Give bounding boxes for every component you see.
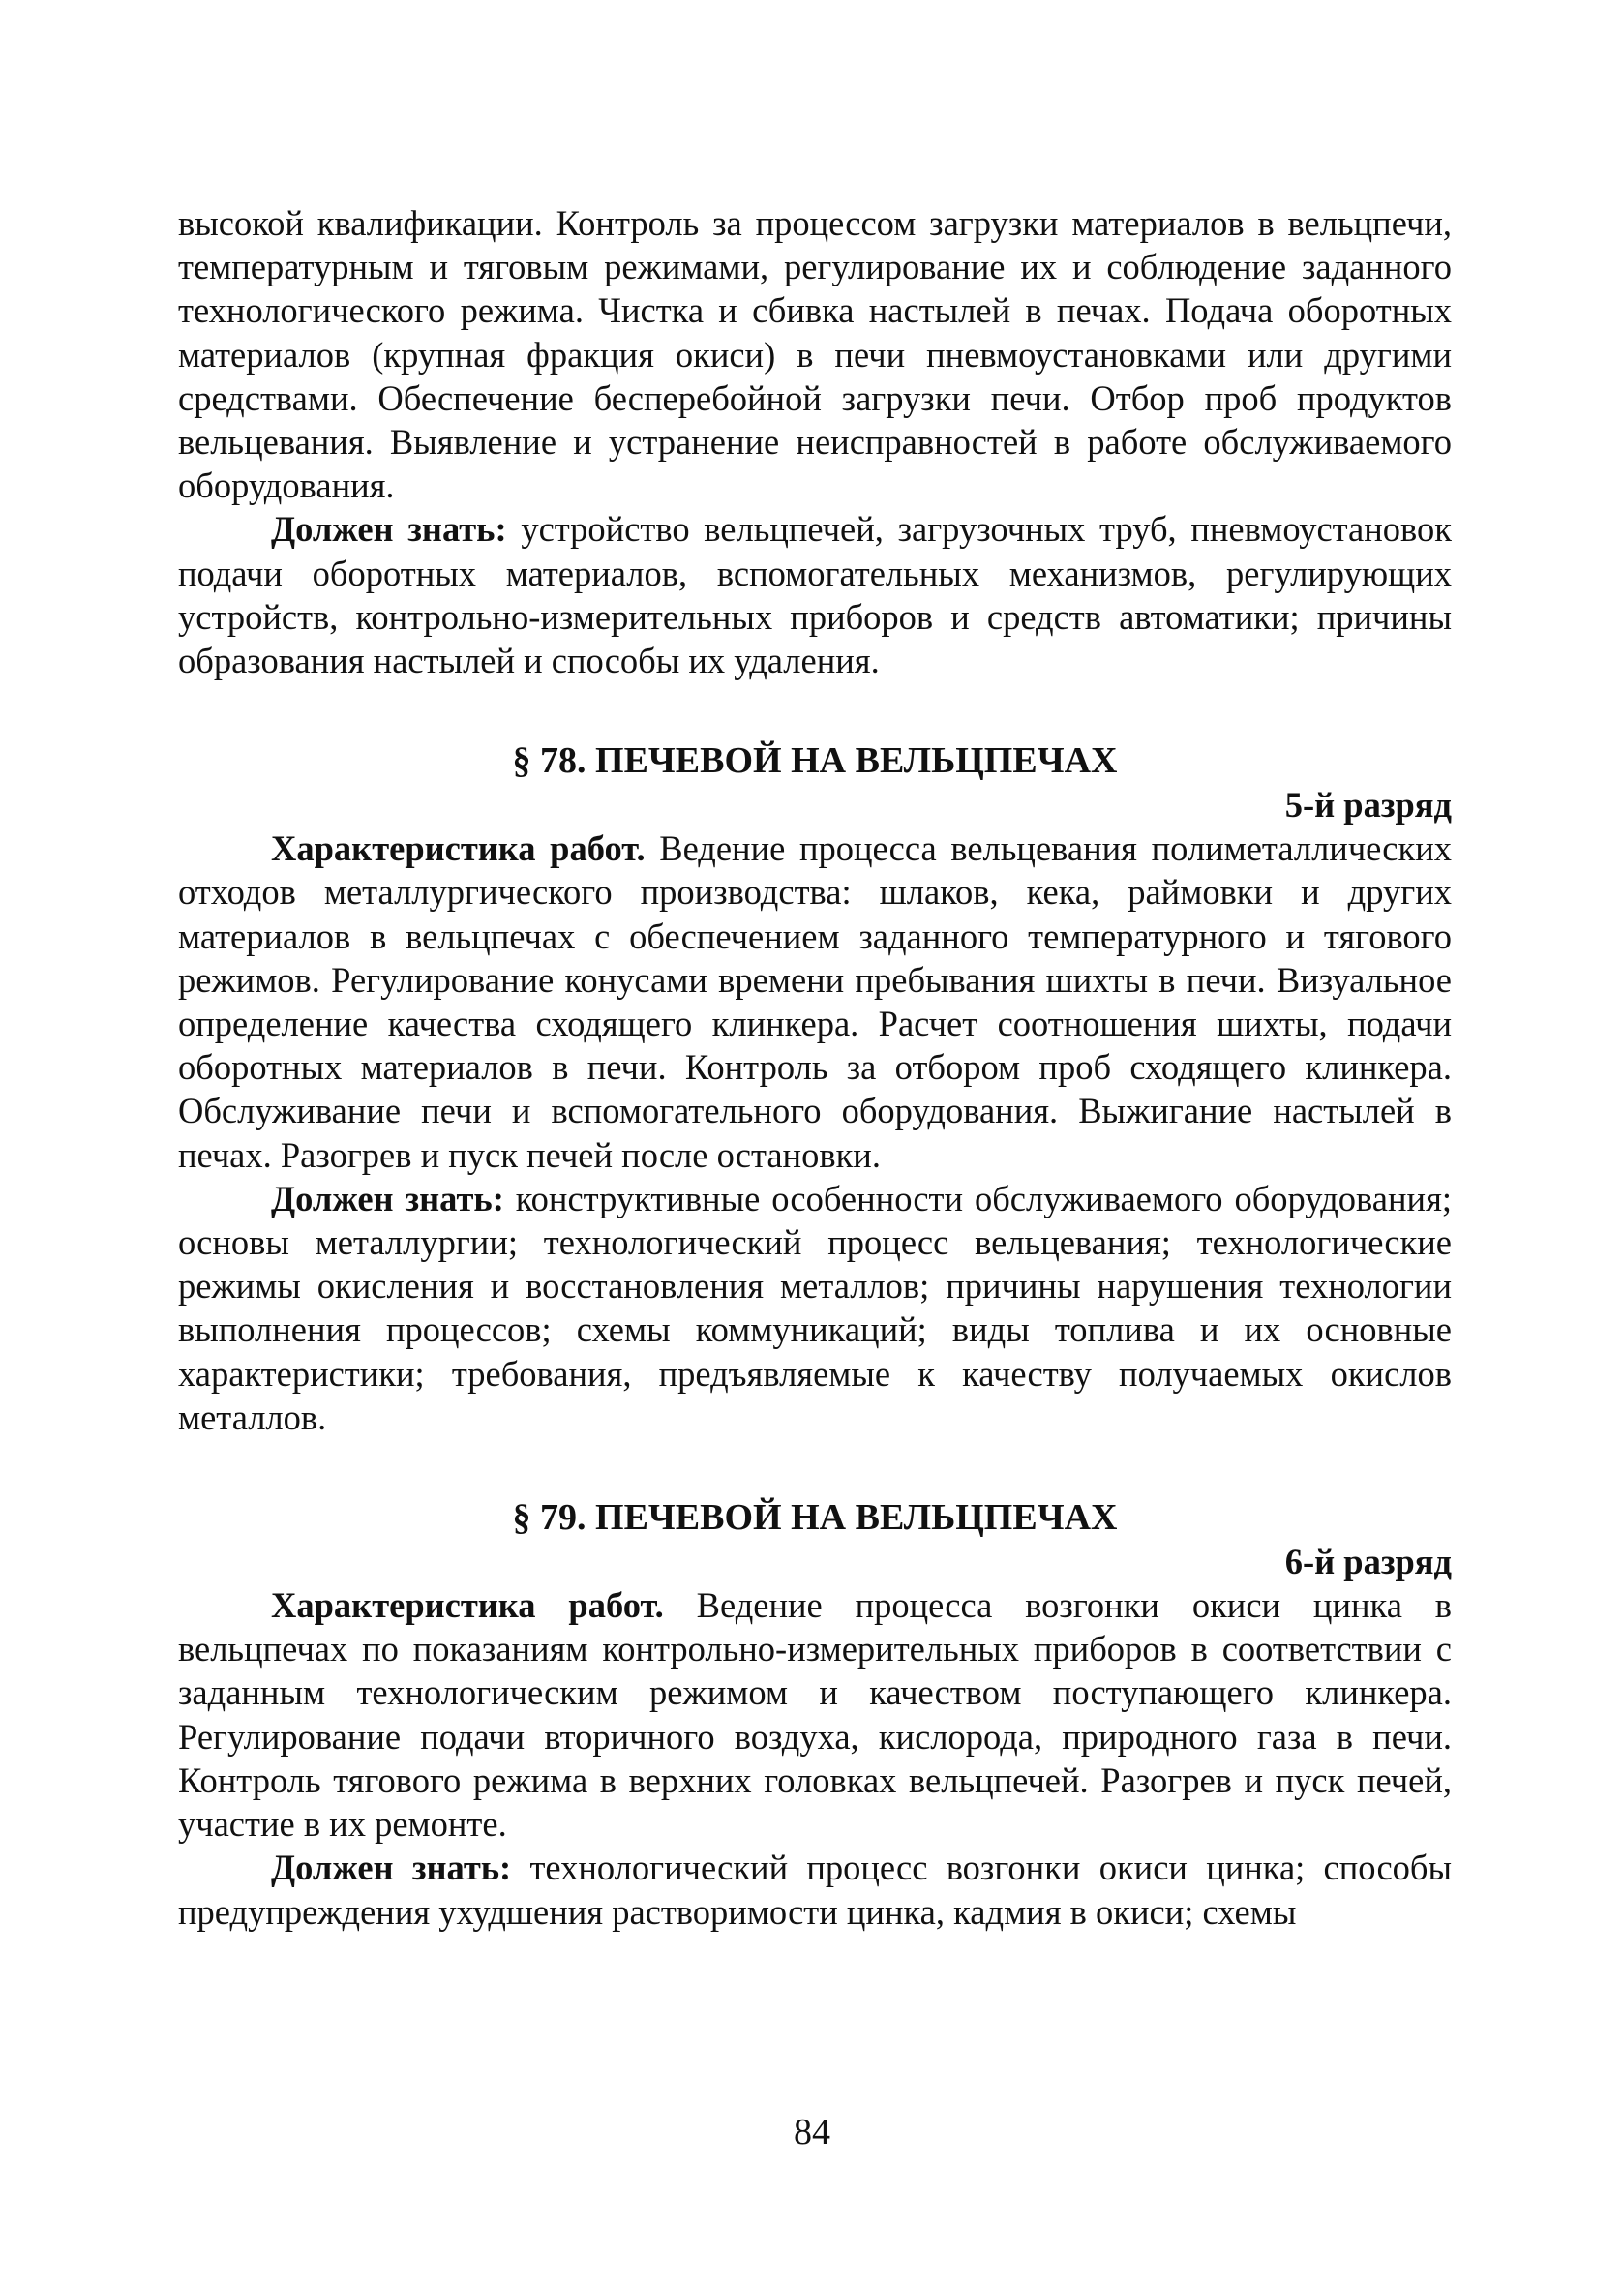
section-grade: 6-й разряд bbox=[1284, 1542, 1452, 1582]
knowledge-text: конструктивные особенности обслуживаемого оборудования; основы металлургии; технологический процесс вельцевания; технологические режимы окисления и восстановления металлов; причины нарушения технологии выполнения процессов; схемы коммуникаций; виды топлива и их основные характеристики; требования, предъявляемые к качеству получаемых окислов металлов. bbox=[178, 1178, 1452, 1437]
section-78 bbox=[178, 738, 1452, 1439]
page-number: 84 bbox=[794, 2112, 830, 2152]
knowledge-paragraph bbox=[178, 1177, 1452, 1439]
work-label: Характеристика работ. bbox=[271, 1585, 664, 1626]
work-characteristics-paragraph bbox=[178, 827, 1452, 1177]
intro-paragraph: высокой квалификации. Контроль за процессом загрузки материалов в вельцпечи, температурным и тяговым режимами, регулирование их и соблюдение заданного технологического режима. Чистка и сбивка настылей в печах. Подача оборотных материалов (крупная фракция окиси) в печи пневмоустановками или другими средствами. Обеспечение бесперебойной загрузки печи. Отбор проб продуктов вельцевания. Выявление и устранение неисправностей в работе обслуживаемого оборудования. bbox=[178, 203, 1452, 506]
knowledge-label: Должен знать: bbox=[271, 509, 507, 550]
work-label: Характеристика работ. bbox=[271, 828, 646, 869]
work-characteristics-paragraph bbox=[178, 1583, 1452, 1846]
section-grade: 5-й разряд bbox=[1284, 785, 1452, 826]
section-title: § 78. ПЕЧЕВОЙ НА ВЕЛЬЦПЕЧАХ bbox=[512, 740, 1118, 782]
intro-knowledge-paragraph bbox=[178, 507, 1452, 682]
section-title: § 79. ПЕЧЕВОЙ НА ВЕЛЬЦПЕЧАХ bbox=[512, 1497, 1118, 1539]
work-text: Ведение процесса возгонки окиси цинка в вельцпечах по показаниям контрольно-измерительных приборов в соответствии с заданным технологическим режимом и качеством поступающего клинкера. Регулирование подачи вторичного воздуха, кислорода, природного газа в печи. Контроль тягового режима в верхних головках вельцпечей. Разогрев и пуск печей, участие в их ремонте. bbox=[178, 1585, 1452, 1845]
knowledge-label: Должен знать: bbox=[271, 1848, 512, 1888]
knowledge-text: технологический процесс возгонки окиси цинка; способы предупреждения ухудшения растворимости цинка, кадмия в окиси; схемы bbox=[178, 1848, 1452, 1932]
knowledge-paragraph bbox=[178, 1846, 1452, 1933]
document-body bbox=[178, 201, 1452, 1934]
section-79 bbox=[178, 1495, 1452, 1934]
knowledge-text: устройство вельцпечей, загрузочных труб, пневмоустановок подачи оборотных материалов, вспомогательных механизмов, регулирующих устройств, контрольно-измерительных приборов и средств автоматики; причины образования настылей и способы их удаления. bbox=[178, 509, 1452, 681]
knowledge-label: Должен знать: bbox=[271, 1178, 504, 1218]
work-text: Ведение процесса вельцевания полиметаллических отходов металлургического производства: шлаков, кека, раймовки и других материалов в вельцпечах с обеспечением заданного температурного и тягового режимов. Регулирование конусами времени пребывания шихты в печи. Визуальное определение качества сходящего клинкера. Расчет соотношения шихты, подачи оборотных материалов в печи. Контроль за отбором проб сходящего клинкера. Обслуживание печи и вспомогательного оборудования. Выжигание настылей в печах. Разогрев и пуск печей после остановки. bbox=[178, 828, 1452, 1175]
